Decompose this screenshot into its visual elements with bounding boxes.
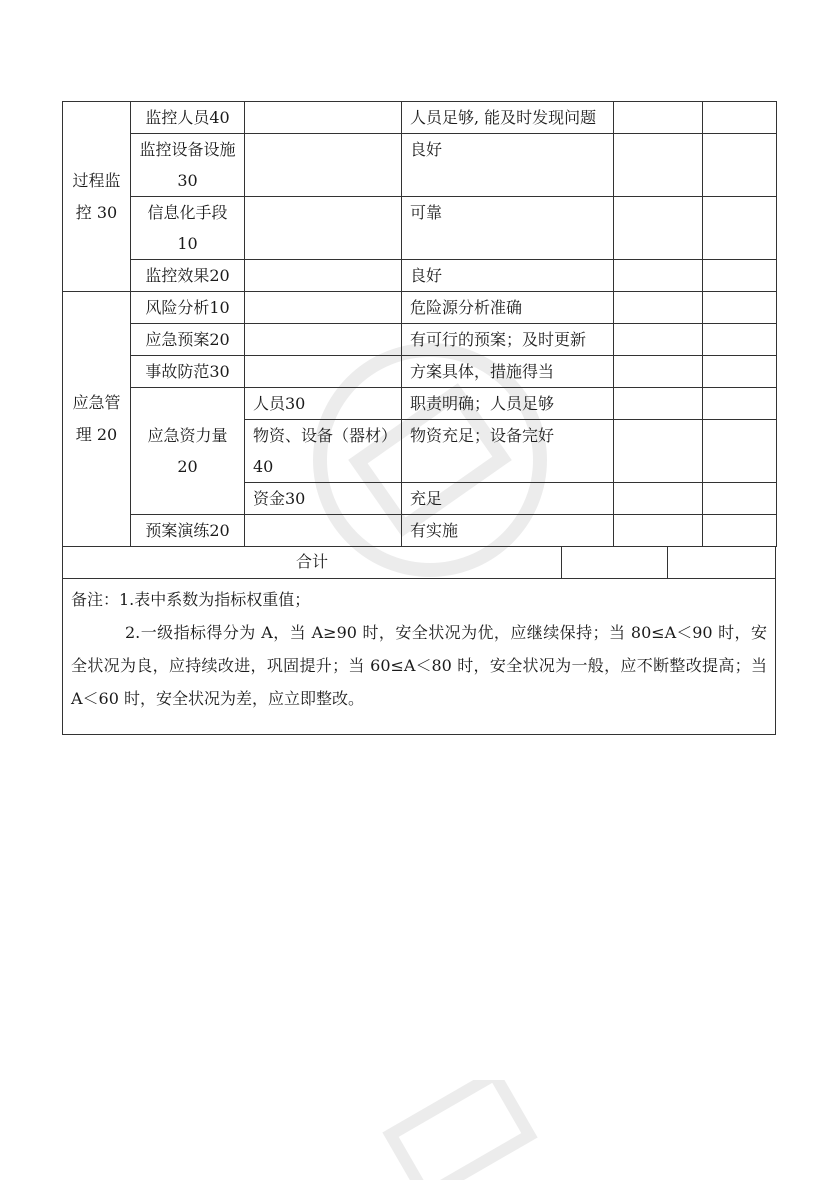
standard-cell: 物资充足；设备完好 [402,420,614,483]
note-line-1: 备注：1.表中系数为指标权重值； [71,590,311,609]
item-label: 监控人员40 [131,102,245,134]
table-row [63,134,777,197]
standard-cell: 有可行的预案；及时更新 [402,324,614,356]
note-line-2: 2.一级指标得分为 A，当 A≥90 时，安全状况为优，应继续保持；当 80≤A＜90 时，安全状况为良，应持续改进，巩固提升；当 60≤A＜80 时，安全状况为一般，应不断整改提高；当 A＜60 时，安全状况为差，应立即整改。 [71,623,767,708]
item-label: 风险分析10 [131,292,245,324]
remark-cell [703,324,777,356]
item-label: 事故防范30 [131,356,245,388]
sub-item-cell: 人员30 [245,388,402,420]
score-cell [614,102,703,134]
remark-cell [703,102,777,134]
remark-cell [703,356,777,388]
item-label: 应急资力量 20 [131,388,245,515]
sub-item-cell [245,134,402,197]
total-label: 合计 [63,546,562,578]
standard-cell: 职责明确；人员足够 [402,388,614,420]
item-label: 监控设备设施 30 [131,134,245,197]
table-row [63,260,777,292]
score-cell [614,260,703,292]
score-cell [614,515,703,547]
remark-cell [703,134,777,197]
table-row [63,292,777,324]
table-row [63,324,777,356]
sub-item-cell: 资金30 [245,483,402,515]
standard-cell: 危险源分析准确 [402,292,614,324]
item-label: 预案演练20 [131,515,245,547]
table-footer [62,546,776,735]
sub-item-cell [245,102,402,134]
group-label: 过程监 控 30 [63,102,131,292]
item-label: 信息化手段 10 [131,197,245,260]
sub-item-cell [245,292,402,324]
remark-cell [703,292,777,324]
item-label: 监控效果20 [131,260,245,292]
table-row [63,197,777,260]
watermark-logo-bottom [380,1080,540,1180]
remark-cell [703,197,777,260]
sub-item-cell [245,197,402,260]
table-row [63,356,777,388]
score-cell [614,292,703,324]
evaluation-table [62,101,777,547]
sub-item-cell [245,356,402,388]
standard-cell: 可靠 [402,197,614,260]
remark-cell [703,515,777,547]
standard-cell: 充足 [402,483,614,515]
remark-cell [703,483,777,515]
score-cell [614,483,703,515]
standard-cell: 方案具体，措施得当 [402,356,614,388]
score-cell [614,197,703,260]
sub-item-cell: 物资、设备（器材） 40 [245,420,402,483]
total-remark-cell [667,546,777,578]
notes-section [63,579,775,715]
remark-cell [703,420,777,483]
group-label: 应急管 理 20 [63,292,131,547]
table-row [63,102,777,134]
remark-cell [703,260,777,292]
item-label: 应急预案20 [131,324,245,356]
score-cell [614,388,703,420]
score-cell [614,324,703,356]
standard-cell: 良好 [402,134,614,197]
standard-cell: 有实施 [402,515,614,547]
score-cell [614,420,703,483]
sub-item-cell [245,324,402,356]
total-score-cell [561,546,668,578]
table-row [63,515,777,547]
score-cell [614,356,703,388]
remark-cell [703,388,777,420]
table-row [63,388,777,420]
sub-item-cell [245,260,402,292]
sub-item-cell [245,515,402,547]
score-cell [614,134,703,197]
total-row [63,546,775,579]
standard-cell: 人员足够, 能及时发现问题 [402,102,614,134]
standard-cell: 良好 [402,260,614,292]
